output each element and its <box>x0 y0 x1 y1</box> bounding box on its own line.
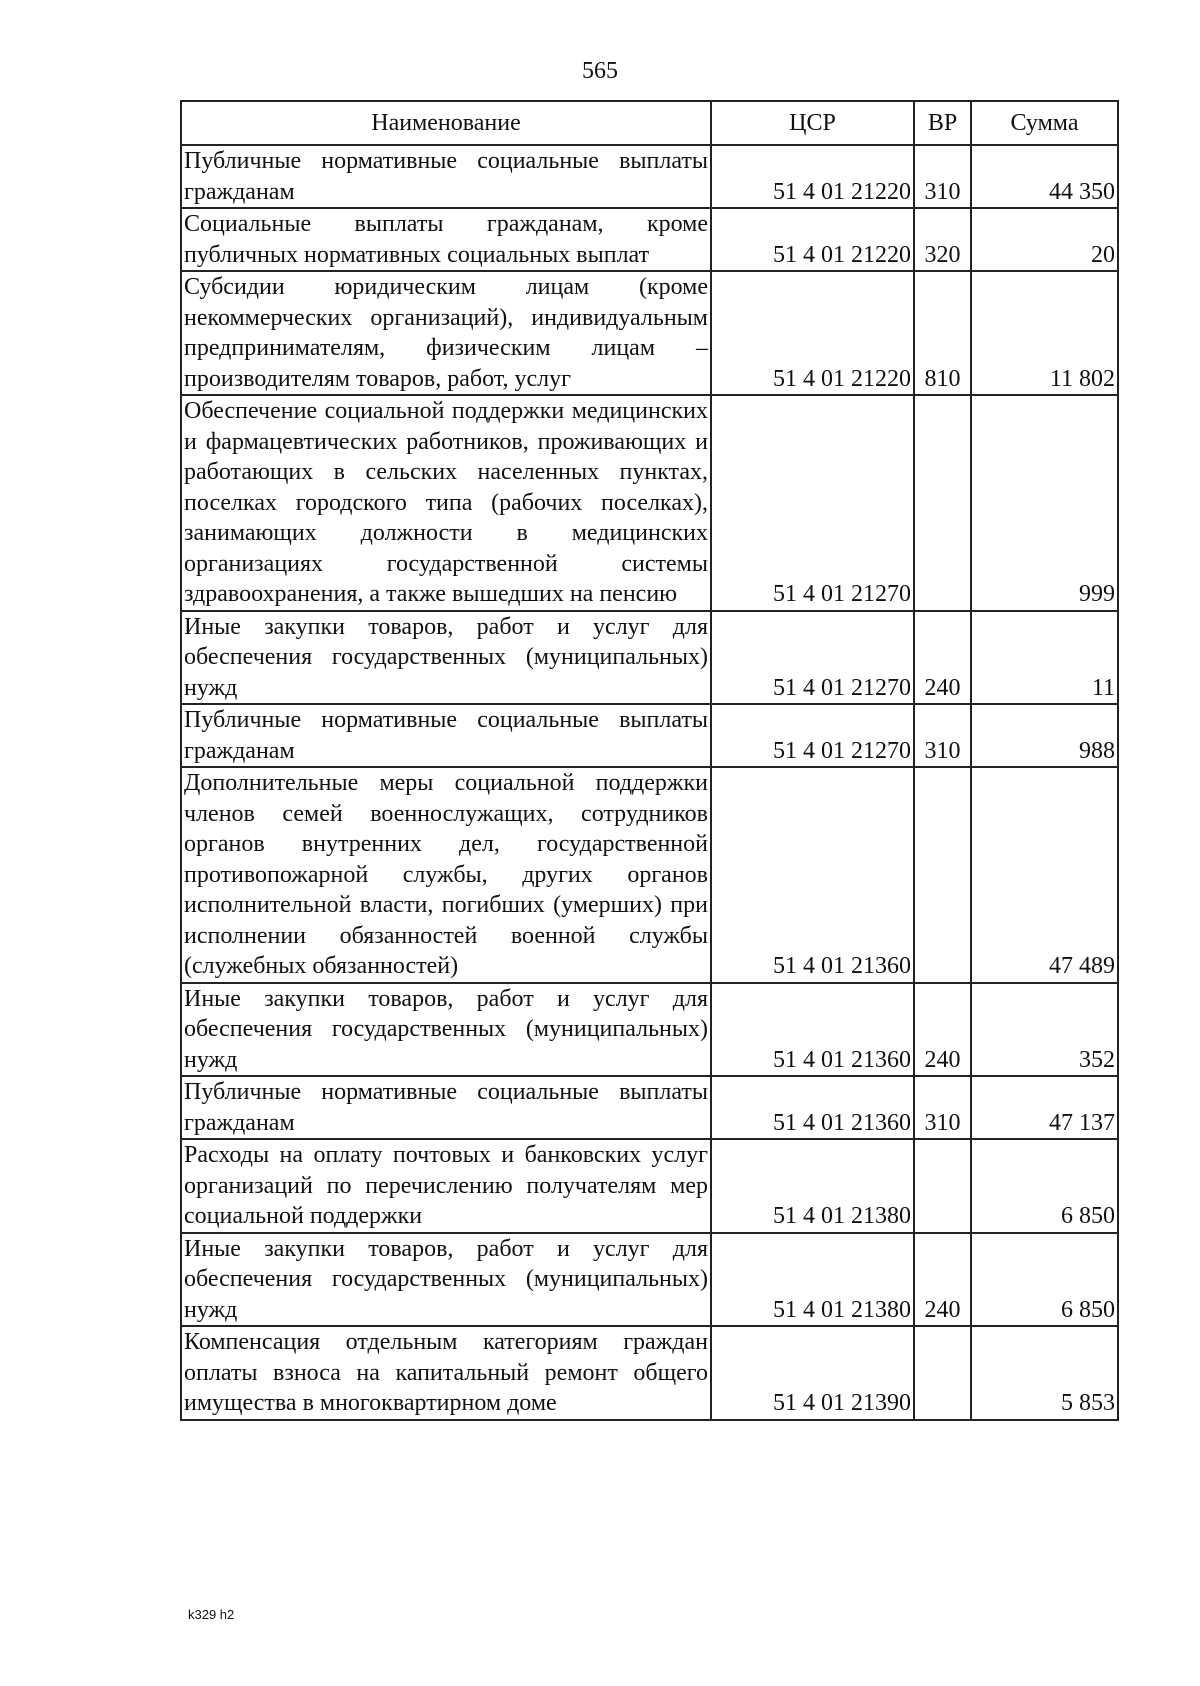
row-csr: 51 4 01 21220 <box>711 145 914 208</box>
row-name: Социальные выплаты гражданам, кроме публичных нормативных социальных выплат <box>181 208 711 271</box>
table-row <box>181 1076 1118 1139</box>
column-header-sum: Сумма <box>971 101 1118 145</box>
row-vr <box>914 767 971 983</box>
table-row <box>181 1326 1118 1420</box>
row-csr: 51 4 01 21270 <box>711 704 914 767</box>
row-sum: 11 <box>971 611 1118 705</box>
row-sum: 11 802 <box>971 271 1118 395</box>
footer-document-code: k329 h2 <box>188 1607 235 1622</box>
row-name: Иные закупки товаров, работ и услуг для обеспечения государственных (муниципальных) нужд <box>181 983 711 1077</box>
row-vr: 240 <box>914 611 971 705</box>
row-sum: 5 853 <box>971 1326 1118 1420</box>
row-vr <box>914 1139 971 1233</box>
page-number: 565 <box>582 58 618 84</box>
table-row <box>181 983 1118 1077</box>
row-sum: 20 <box>971 208 1118 271</box>
table-row <box>181 704 1118 767</box>
row-vr: 320 <box>914 208 971 271</box>
row-csr: 51 4 01 21380 <box>711 1233 914 1327</box>
row-name: Компенсация отдельным категориям граждан оплаты взноса на капитальный ремонт общего имущества в многоквартирном доме <box>181 1326 711 1420</box>
row-vr: 240 <box>914 983 971 1077</box>
column-header-name: Наименование <box>181 101 711 145</box>
table-row <box>181 1233 1118 1327</box>
row-name: Публичные нормативные социальные выплаты гражданам <box>181 1076 711 1139</box>
row-sum: 47 489 <box>971 767 1118 983</box>
column-header-csr: ЦСР <box>711 101 914 145</box>
row-vr: 310 <box>914 704 971 767</box>
table-row <box>181 611 1118 705</box>
row-name: Расходы на оплату почтовых и банковских услуг организаций по перечислению получателям мер социальной поддержки <box>181 1139 711 1233</box>
column-header-vr: ВР <box>914 101 971 145</box>
row-name: Публичные нормативные социальные выплаты гражданам <box>181 145 711 208</box>
row-name: Иные закупки товаров, работ и услуг для обеспечения государственных (муниципальных) нужд <box>181 1233 711 1327</box>
row-name: Дополнительные меры социальной поддержки членов семей военнослужащих, сотрудников органов внутренних дел, государственной противопожарной службы, других органов исполнительной власти, погибших (умерших) при исполнении обязанностей военной службы (служебных обязанностей) <box>181 767 711 983</box>
table-row <box>181 271 1118 395</box>
row-csr: 51 4 01 21380 <box>711 1139 914 1233</box>
table-row <box>181 767 1118 983</box>
row-csr: 51 4 01 21360 <box>711 983 914 1077</box>
row-csr: 51 4 01 21360 <box>711 767 914 983</box>
row-csr: 51 4 01 21390 <box>711 1326 914 1420</box>
row-sum: 47 137 <box>971 1076 1118 1139</box>
table-row <box>181 395 1118 611</box>
row-name: Субсидии юридическим лицам (кроме некоммерческих организаций), индивидуальным предпринимателям, физическим лицам – производителям товаров, работ, услуг <box>181 271 711 395</box>
row-vr: 310 <box>914 145 971 208</box>
row-vr: 810 <box>914 271 971 395</box>
row-csr: 51 4 01 21360 <box>711 1076 914 1139</box>
row-sum: 999 <box>971 395 1118 611</box>
row-sum: 988 <box>971 704 1118 767</box>
table-row <box>181 145 1118 208</box>
row-csr: 51 4 01 21220 <box>711 208 914 271</box>
row-csr: 51 4 01 21270 <box>711 611 914 705</box>
row-vr: 240 <box>914 1233 971 1327</box>
row-sum: 44 350 <box>971 145 1118 208</box>
row-vr <box>914 1326 971 1420</box>
row-vr <box>914 395 971 611</box>
table-row <box>181 208 1118 271</box>
row-csr: 51 4 01 21270 <box>711 395 914 611</box>
row-vr: 310 <box>914 1076 971 1139</box>
budget-table <box>180 100 1119 1421</box>
table-header-row <box>181 101 1118 145</box>
row-sum: 6 850 <box>971 1139 1118 1233</box>
row-name: Публичные нормативные социальные выплаты гражданам <box>181 704 711 767</box>
row-sum: 352 <box>971 983 1118 1077</box>
table-row <box>181 1139 1118 1233</box>
row-csr: 51 4 01 21220 <box>711 271 914 395</box>
row-name: Обеспечение социальной поддержки медицинских и фармацевтических работников, проживающих и работающих в сельских населенных пунктах, поселках городского типа (рабочих поселках), занимающих должности в медицинских организациях государственной системы здравоохранения, а также вышедших на пенсию <box>181 395 711 611</box>
row-sum: 6 850 <box>971 1233 1118 1327</box>
row-name: Иные закупки товаров, работ и услуг для обеспечения государственных (муниципальных) нужд <box>181 611 711 705</box>
